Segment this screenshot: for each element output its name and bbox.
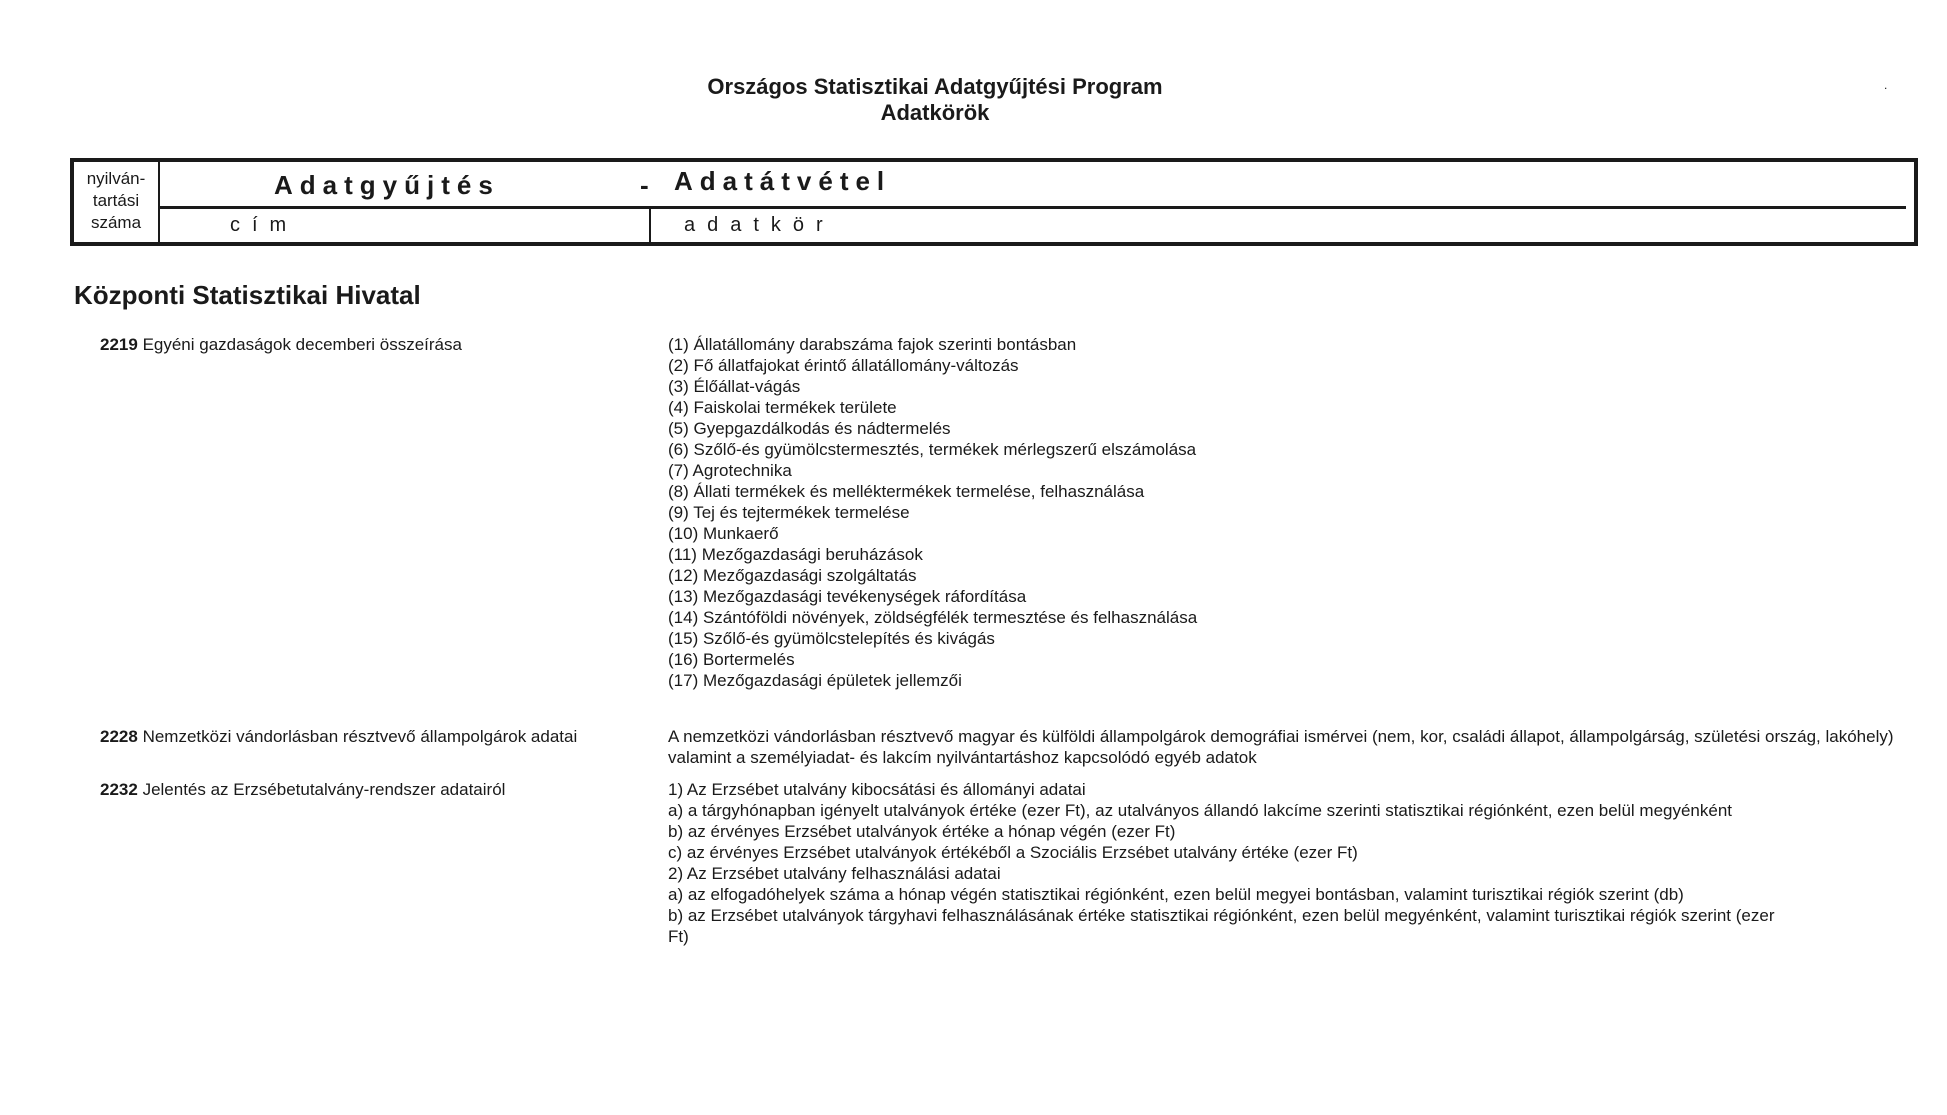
scope-text: A nemzetközi vándorlásban résztvevő magyar és külföldi állampolgárok demográfiai ismérvei (nem, kor, családi állapot, állampolgárság, születési ország, lakóhely) valamint a személyiadat- és lakcím nyilvántartáshoz kapcsolódó egyéb adatok	[668, 727, 1894, 767]
scope-item: 1) Az Erzsébet utalvány kibocsátási és állományi adatai	[668, 780, 1086, 799]
scope-item: (11) Mezőgazdasági beruházások	[668, 545, 923, 564]
scope-item: c) az érvényes Erzsébet utalványok értékéből a Szociális Erzsébet utalvány értéke (ezer Ft)	[668, 843, 1358, 862]
scope-item: (7) Agrotechnika	[668, 461, 792, 480]
scope-item: (6) Szőlő-és gyümölcstermesztés, termékek mérlegszerű elszámolása	[668, 440, 1197, 459]
data-collection-heading: Adatgyűjtés	[274, 170, 500, 200]
section-title: Központi Statisztikai Hivatal	[74, 280, 421, 310]
scope-item: (1) Állatállomány darabszáma fajok szerinti bontásban	[668, 335, 1077, 354]
document-subtitle: Adatkörök	[880, 100, 990, 125]
entry-title: Jelentés az Erzsébetutalvány-rendszer adatairól	[142, 780, 506, 799]
entry-title-cell	[100, 726, 660, 747]
scope-item: 2) Az Erzsébet utalvány felhasználási adatai	[668, 864, 1001, 883]
scope-item: (16) Bortermelés	[668, 650, 795, 669]
entry-code: 2228	[100, 727, 138, 746]
scope-item: (5) Gyepgazdálkodás és nádtermelés	[668, 419, 951, 438]
document-header	[0, 74, 1870, 126]
scope-item: (9) Tej és tejtermékek termelése	[668, 503, 910, 522]
scope-item: (8) Állati termékek és melléktermékek termelése, felhasználása	[668, 482, 1145, 501]
scope-item: (3) Élőállat-vágás	[668, 377, 801, 396]
number-label-line1: nyilván-	[86, 169, 146, 188]
scope-item: (10) Munkaerő	[668, 524, 779, 543]
entry-data-scope	[668, 334, 1928, 691]
scope-item: (2) Fő állatfajokat érintő állatállomány-változás	[668, 356, 1019, 375]
entry-data-scope	[668, 779, 1928, 947]
scope-item: a) a tárgyhónapban igényelt utalványok értéke (ezer Ft), az utalványos állandó lakcíme szerinti statisztikai régiónként, ezen belül megyénként	[668, 801, 1733, 820]
document-title: Országos Statisztikai Adatgyűjtési Program	[707, 74, 1163, 99]
entry-code: 2219	[100, 335, 138, 354]
column-header-table	[70, 158, 1918, 246]
entry-title-cell	[100, 334, 660, 355]
number-label-line2: tartási	[92, 191, 140, 210]
header-divider-horizontal	[160, 206, 1906, 209]
corner-mark: .	[1884, 78, 1888, 92]
entry-data-scope	[668, 726, 1928, 768]
number-label-line3: száma	[90, 213, 142, 232]
entry-title-cell	[100, 779, 660, 800]
data-acquisition-heading: Adatátvétel	[674, 166, 892, 196]
heading-separator: -	[640, 170, 649, 200]
scope-item: (13) Mezőgazdasági tevékenységek ráfordítása	[668, 587, 1027, 606]
entry-title: Egyéni gazdaságok decemberi összeírása	[142, 335, 462, 354]
scope-item: (4) Faiskolai termékek területe	[668, 398, 897, 417]
registration-number-header	[74, 162, 160, 242]
entry-code: 2232	[100, 780, 138, 799]
scope-item: b) az Erzsébet utalványok tárgyhavi felhasználásának értéke statisztikai régiónként, ezen belül megyénként, valamint turisztikai régiók szerint (ezer Ft)	[668, 906, 1775, 946]
scope-column-heading: adatkör	[684, 214, 835, 236]
scope-item: (17) Mezőgazdasági épületek jellemzői	[668, 671, 962, 690]
entry-title: Nemzetközi vándorlásban résztvevő állampolgárok adatai	[142, 727, 578, 746]
scope-item: (14) Szántóföldi növények, zöldségfélék termesztése és felhasználása	[668, 608, 1198, 627]
scope-item: (15) Szőlő-és gyümölcstelepítés és kivágás	[668, 629, 995, 648]
title-column-heading: cím	[230, 214, 299, 236]
scope-item: b) az érvényes Erzsébet utalványok értéke a hónap végén (ezer Ft)	[668, 822, 1176, 841]
scope-item: a) az elfogadóhelyek száma a hónap végén statisztikai régiónként, ezen belül megyei bontásban, valamint turisztikai régiók szerint (db)	[668, 885, 1684, 904]
scope-item: (12) Mezőgazdasági szolgáltatás	[668, 566, 917, 585]
header-divider-vertical	[649, 209, 651, 242]
